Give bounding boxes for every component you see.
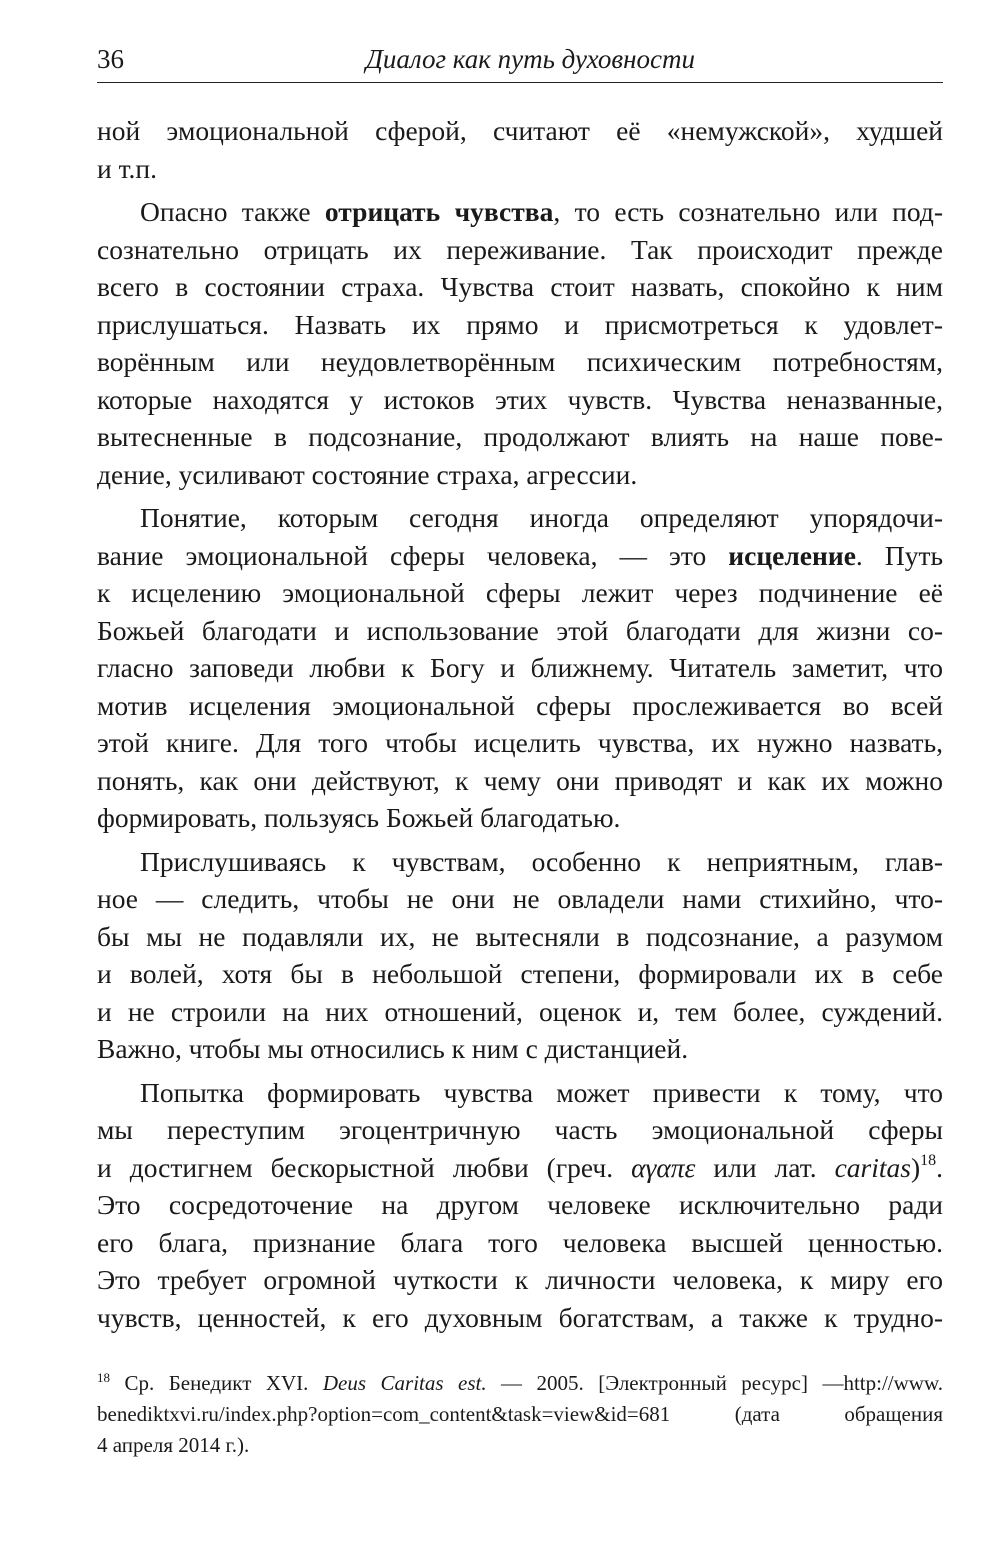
text-line: [97, 1030, 943, 1068]
footnote-marker: 18: [920, 1151, 937, 1169]
text-line: [97, 1430, 943, 1461]
text-segment: ной эмоциональной сферой, считают её «немужской», худшей: [97, 115, 943, 146]
text-segment: формировать, пользуясь Божьей благодатью.: [97, 802, 621, 833]
footnote: [97, 1368, 943, 1461]
text-line: [97, 574, 943, 612]
text-line: [97, 537, 943, 575]
text-segment: гласно заповеди любви к Богу и ближнему. Читатель заметит, что: [97, 652, 943, 683]
text-segment: или лат.: [695, 1151, 835, 1183]
text-line: [97, 1299, 943, 1337]
text-segment: Это сосредоточение на другом человеке исключительно ради: [97, 1189, 943, 1220]
text-segment: Ср. Бенедикт XVI.: [110, 1371, 323, 1395]
text-line: [97, 499, 943, 537]
text-segment: вытесненные в подсознание, продолжают влиять на наше пове-: [97, 421, 943, 452]
text-line: [97, 1368, 943, 1399]
text-segment: и не строили на них отношений, оценок и, тем более, суждений.: [97, 995, 943, 1027]
text-line: [97, 150, 943, 188]
italic-term: caritas: [834, 1151, 911, 1183]
text-segment: его блага, признание блага того человека высшей ценностью.: [97, 1226, 943, 1258]
italic-term: Deus Caritas est.: [322, 1371, 487, 1395]
paragraph: [97, 112, 943, 187]
text-segment: бы мы не подавляли их, не вытесняли в подсознание, а разумом: [97, 920, 943, 952]
text-segment: 4 апреля 2014 г.).: [97, 1433, 250, 1457]
text-segment: Прислушиваясь к чувствам, особенно к неприятным, глав-: [140, 845, 943, 877]
text-line: [97, 724, 943, 762]
text-line: [97, 112, 943, 150]
text-segment: мотив исцеления эмоциональной сферы прослеживается во всей: [97, 689, 943, 721]
text-segment: , то есть сознательно или под-: [553, 196, 943, 227]
text-segment: Попытка формировать чувства может привести к тому, что: [140, 1076, 943, 1108]
paragraph: [97, 193, 943, 493]
text-segment: понять, как они действуют, к чему они приводят и как их можно: [97, 764, 943, 796]
text-line: [97, 799, 943, 837]
text-segment: вание эмоциональной сферы человека, — это: [97, 539, 729, 571]
text-segment: чувств, ценностей, к его духовным богатствам, а также к трудно-: [97, 1301, 943, 1333]
text-segment: ворённым или неудовлетворённым психическим потребностям,: [97, 346, 943, 377]
text-segment: прислушаться. Назвать их прямо и присмотреться к удовлет-: [97, 308, 943, 340]
text-segment: и достигнем бескорыстной любви (греч.: [97, 1151, 632, 1183]
text-line: [97, 1149, 943, 1187]
text-line: [97, 1111, 943, 1149]
paragraph: [97, 843, 943, 1068]
text-segment: ): [910, 1151, 921, 1183]
text-segment: которые находятся у истоков этих чувств. Чувства неназванные,: [97, 383, 943, 415]
text-line: [97, 843, 943, 881]
paragraph: [97, 1074, 943, 1337]
text-line: [97, 880, 943, 918]
text-line: [97, 1399, 943, 1430]
text-segment: — 2005. [Электронный ресурс] —http://www.: [486, 1371, 943, 1395]
text-segment: мы переступим эгоцентричную часть эмоциональной сферы: [97, 1114, 943, 1145]
text-line: [97, 687, 943, 725]
text-segment: к исцелению эмоциональной сферы лежит через подчинение её: [97, 577, 943, 608]
italic-term: αγαπε: [631, 1151, 696, 1183]
text-segment: benediktxvi.ru/index.php?option=com_content&task=view&id=681 (дата обращения: [97, 1402, 943, 1426]
text-segment: и т.п.: [97, 152, 158, 184]
text-line: [97, 649, 943, 687]
text-line: [97, 1074, 943, 1112]
text-segment: всего в состоянии страха. Чувства стоит назвать, спокойно к ним: [97, 271, 943, 302]
text-line: [97, 955, 943, 993]
text-line: [97, 918, 943, 956]
bold-term: отрицать чувства: [324, 196, 554, 227]
text-segment: Важно, чтобы мы относились к ним с дистанцией.: [97, 1033, 689, 1064]
text-line: [97, 193, 943, 231]
text-segment: ное — следить, чтобы не они не овладели нами стихийно, что-: [97, 883, 943, 914]
text-segment: .: [936, 1151, 944, 1183]
page-number: 36: [97, 44, 124, 74]
text-segment: дение, усиливают состояние страха, агрессии.: [97, 458, 638, 490]
text-segment: и волей, хотя бы в небольшой степени, формировали их в себе: [97, 958, 943, 989]
text-line: [97, 343, 943, 381]
text-line: [97, 381, 943, 419]
text-line: [97, 306, 943, 344]
paragraph: [97, 499, 943, 837]
text-segment: сознательно отрицать их переживание. Так происходит прежде: [97, 233, 943, 265]
text-line: [97, 1261, 943, 1299]
text-segment: Опасно также: [140, 196, 325, 227]
text-line: [97, 268, 943, 306]
footnotes: [97, 1368, 943, 1461]
text-line: [97, 762, 943, 800]
text-line: [97, 993, 943, 1031]
running-title: Диалог как путь духовности: [365, 44, 695, 74]
text-line: [97, 1186, 943, 1224]
text-line: [97, 231, 943, 269]
bold-term: исцеление: [728, 539, 856, 571]
text-line: [97, 612, 943, 650]
text-segment: Понятие, которым сегодня иногда определяют упорядочи-: [140, 502, 943, 533]
running-header: [97, 42, 943, 83]
text-segment: Божьей благодати и использование этой благодати для жизни со-: [97, 614, 943, 646]
text-segment: этой книге. Для того чтобы исцелить чувства, их нужно назвать,: [97, 727, 943, 758]
text-segment: Это требует огромной чуткости к личности человека, к миру его: [97, 1264, 943, 1295]
text-line: [97, 1224, 943, 1262]
text-line: [97, 418, 943, 456]
text-line: [97, 456, 943, 494]
body-text: [97, 112, 943, 1336]
text-segment: . Путь: [855, 539, 944, 571]
footnote-marker: 18: [97, 1370, 110, 1385]
